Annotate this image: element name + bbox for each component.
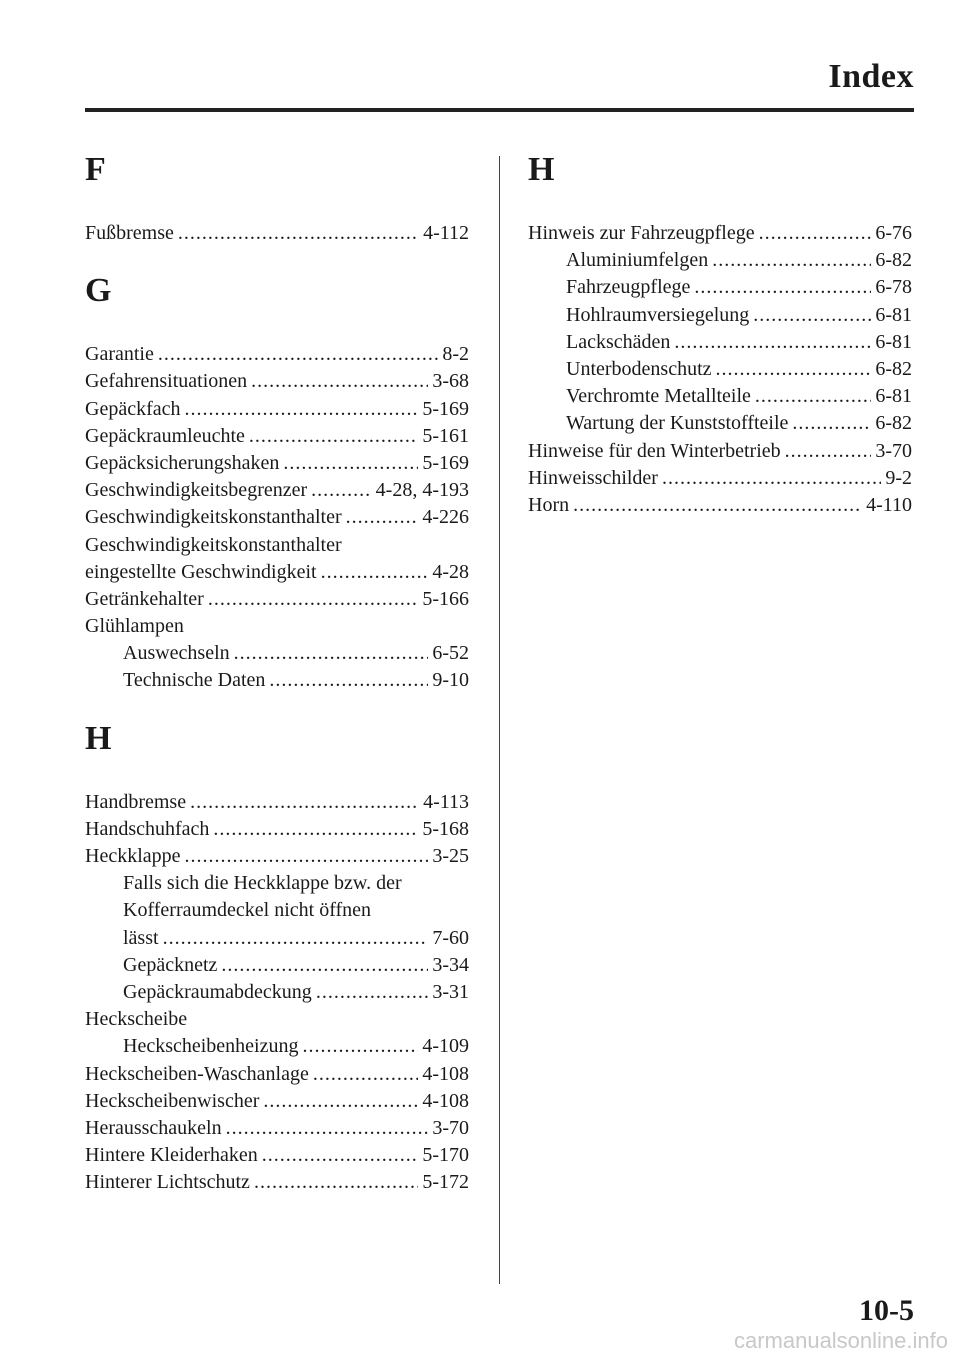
entry-page: 6-52 bbox=[432, 642, 469, 665]
entry-page: 3-70 bbox=[432, 1116, 469, 1139]
entry-page: 9-2 bbox=[885, 466, 912, 489]
entry-text: Heckklappe bbox=[85, 845, 181, 867]
entry-page: 4-112 bbox=[423, 222, 469, 244]
entry-text: Garantie bbox=[85, 343, 154, 366]
index-entry bbox=[85, 532, 469, 559]
entry-text: Technische Daten bbox=[123, 669, 266, 692]
entry-text: Kofferraumdeckel nicht öffnen bbox=[123, 899, 372, 922]
entry-text: Falls sich die Heckklappe bzw. der bbox=[123, 872, 402, 895]
entry-text: eingestellte Geschwindigkeit bbox=[85, 560, 317, 583]
index-entry bbox=[85, 341, 469, 368]
dot-leader bbox=[753, 302, 871, 329]
index-entry bbox=[85, 925, 469, 952]
dot-leader bbox=[759, 220, 872, 247]
index-entry bbox=[85, 979, 469, 1006]
entry-page: 4-28, 4-193 bbox=[375, 479, 469, 502]
dot-leader bbox=[263, 1088, 418, 1115]
index-entry bbox=[85, 640, 469, 667]
section-letter: F bbox=[85, 151, 106, 188]
dot-leader bbox=[316, 979, 429, 1006]
entry-page: 5-169 bbox=[422, 451, 469, 474]
entry-text: Gepäckraumleuchte bbox=[85, 424, 245, 447]
right-column bbox=[528, 150, 912, 519]
index-entry bbox=[85, 870, 469, 897]
index-entry bbox=[85, 1033, 469, 1060]
index-entry bbox=[528, 329, 912, 356]
column-divider bbox=[499, 156, 500, 1284]
index-entry bbox=[528, 302, 912, 329]
dot-leader bbox=[755, 383, 871, 410]
dot-leader bbox=[302, 1033, 418, 1060]
index-entry bbox=[528, 220, 912, 247]
index-entry bbox=[85, 843, 469, 870]
entry-page: 4-109 bbox=[422, 1035, 469, 1058]
dot-leader bbox=[185, 396, 419, 423]
index-entry bbox=[85, 477, 469, 504]
entry-text: Geschwindigkeitsbegrenzer bbox=[85, 479, 308, 502]
entry-page: 3-34 bbox=[432, 953, 469, 976]
entry-text: Unterbodenschutz bbox=[566, 357, 712, 380]
entry-text: Wartung der Kunststoffteile bbox=[566, 412, 789, 435]
index-entry bbox=[528, 356, 912, 383]
index-entry bbox=[528, 465, 912, 492]
section-letter: G bbox=[85, 272, 112, 310]
entry-text: Fußbremse bbox=[85, 222, 174, 244]
index-entry bbox=[85, 450, 469, 477]
entry-text: Geschwindigkeitskonstanthalter bbox=[85, 533, 342, 556]
entry-page: 7-60 bbox=[432, 926, 469, 949]
dot-leader bbox=[178, 220, 419, 247]
dot-leader bbox=[712, 247, 871, 274]
entry-page: 5-169 bbox=[422, 397, 469, 420]
entry-text: Heckscheiben-Waschanlage bbox=[85, 1062, 309, 1085]
entry-text: lässt bbox=[123, 926, 159, 949]
entry-text: Handschuhfach bbox=[85, 817, 210, 840]
entry-page: 5-161 bbox=[422, 424, 469, 447]
entry-text: Verchromte Metallteile bbox=[566, 385, 751, 408]
entry-page: 4-113 bbox=[423, 790, 469, 813]
dot-leader bbox=[269, 667, 428, 694]
entry-page: 3-31 bbox=[432, 980, 469, 1003]
entry-page: 3-68 bbox=[432, 370, 469, 393]
entry-text: Fahrzeugpflege bbox=[566, 276, 691, 299]
entry-page: 6-81 bbox=[875, 385, 912, 408]
entry-text: Hintere Kleiderhaken bbox=[85, 1144, 258, 1167]
dot-leader bbox=[321, 559, 429, 586]
entry-page: 5-166 bbox=[422, 587, 469, 610]
entry-text: Herausschaukeln bbox=[85, 1116, 222, 1139]
dot-leader bbox=[226, 1115, 429, 1142]
index-entry bbox=[85, 613, 469, 640]
index-entry bbox=[85, 423, 469, 450]
entry-page: 5-170 bbox=[422, 1144, 469, 1167]
dot-leader bbox=[346, 504, 419, 531]
entry-page: 8-2 bbox=[442, 343, 469, 366]
watermark: carmanualsonline.info bbox=[733, 1328, 948, 1353]
entry-page: 9-10 bbox=[432, 669, 469, 692]
dot-leader bbox=[262, 1142, 419, 1169]
index-entry bbox=[85, 220, 469, 247]
page-number: 10-5 bbox=[859, 1294, 914, 1327]
index-entry bbox=[85, 952, 469, 979]
entry-text: Glühlampen bbox=[85, 615, 184, 638]
index-entry bbox=[85, 1169, 469, 1196]
entry-page: 6-81 bbox=[875, 330, 912, 353]
index-entry bbox=[85, 1142, 469, 1169]
dot-leader bbox=[234, 640, 429, 667]
entry-text: Gepäcksicherungshaken bbox=[85, 451, 280, 474]
dot-leader bbox=[792, 410, 871, 437]
index-entry bbox=[528, 274, 912, 301]
entry-page: 4-226 bbox=[422, 506, 469, 529]
section-letter: H bbox=[528, 151, 555, 188]
dot-leader bbox=[716, 356, 872, 383]
entry-text: Heckscheibenwischer bbox=[85, 1089, 260, 1112]
entry-page: 4-28 bbox=[432, 560, 469, 583]
entry-page: 5-172 bbox=[422, 1171, 469, 1194]
entry-page: 4-108 bbox=[422, 1089, 469, 1112]
entry-page: 3-70 bbox=[875, 439, 912, 462]
entry-text: Getränkehalter bbox=[85, 587, 204, 610]
index-entry bbox=[85, 1006, 469, 1033]
index-entry bbox=[528, 438, 912, 465]
index-entry bbox=[85, 667, 469, 694]
dot-leader bbox=[185, 843, 429, 870]
index-entry bbox=[85, 559, 469, 586]
index-entry bbox=[85, 1088, 469, 1115]
entry-text: Hinweisschilder bbox=[528, 466, 658, 489]
entry-text: Hinterer Lichtschutz bbox=[85, 1171, 250, 1194]
header-rule bbox=[85, 108, 914, 112]
entry-page: 6-82 bbox=[875, 249, 912, 272]
entry-text: Auswechseln bbox=[123, 642, 230, 665]
index-entry bbox=[528, 410, 912, 437]
dot-leader bbox=[213, 816, 418, 843]
dot-leader bbox=[249, 423, 418, 450]
left-column bbox=[85, 150, 469, 1196]
index-entry bbox=[85, 368, 469, 395]
entry-text: Hinweis zur Fahrzeugpflege bbox=[528, 222, 755, 244]
dot-leader bbox=[163, 925, 429, 952]
dot-leader bbox=[573, 492, 862, 519]
index-entry bbox=[85, 897, 469, 924]
index-entry bbox=[85, 1061, 469, 1088]
entry-page: 4-110 bbox=[866, 493, 912, 516]
entry-text: Gefahrensituationen bbox=[85, 370, 248, 393]
dot-leader bbox=[694, 274, 871, 301]
dot-leader bbox=[208, 586, 419, 613]
dot-leader bbox=[190, 789, 419, 816]
entry-page: 6-78 bbox=[875, 276, 912, 299]
entry-text: Gepäckfach bbox=[85, 397, 181, 420]
entry-text: Heckscheibenheizung bbox=[123, 1035, 299, 1058]
index-entry bbox=[528, 383, 912, 410]
entry-page: 6-81 bbox=[875, 303, 912, 326]
entry-page: 3-25 bbox=[432, 845, 469, 867]
entry-page: 6-82 bbox=[875, 357, 912, 380]
dot-leader bbox=[662, 465, 881, 492]
index-entry bbox=[85, 396, 469, 423]
entry-text: Lackschäden bbox=[566, 330, 671, 353]
index-entry bbox=[85, 789, 469, 816]
entry-text: Handbremse bbox=[85, 790, 187, 813]
entry-text: Hinweise für den Winterbetrieb bbox=[528, 439, 781, 462]
entry-page: 6-82 bbox=[875, 412, 912, 435]
entry-text: Gepäckraumabdeckung bbox=[123, 980, 312, 1003]
index-entry bbox=[85, 816, 469, 843]
index-entry bbox=[528, 247, 912, 274]
page-title: Index bbox=[828, 58, 914, 95]
dot-leader bbox=[221, 952, 428, 979]
dot-leader bbox=[254, 1169, 418, 1196]
entry-text: Horn bbox=[528, 493, 570, 516]
entry-text: Hohlraumversiegelung bbox=[566, 303, 750, 326]
entry-page: 6-76 bbox=[875, 222, 912, 244]
entry-page: 5-168 bbox=[422, 817, 469, 840]
index-entry bbox=[85, 504, 469, 531]
entry-text: Geschwindigkeitskonstanthalter bbox=[85, 506, 342, 529]
dot-leader bbox=[311, 477, 372, 504]
index-entry bbox=[85, 586, 469, 613]
section-letter: H bbox=[85, 719, 112, 757]
dot-leader bbox=[785, 438, 872, 465]
entry-text: Aluminiumfelgen bbox=[566, 249, 709, 272]
index-entry bbox=[528, 492, 912, 519]
entry-text: Heckscheibe bbox=[85, 1008, 188, 1031]
dot-leader bbox=[283, 450, 418, 477]
entry-page: 4-108 bbox=[422, 1062, 469, 1085]
index-entry bbox=[85, 1115, 469, 1142]
dot-leader bbox=[313, 1061, 419, 1088]
dot-leader bbox=[251, 368, 428, 395]
dot-leader bbox=[674, 329, 871, 356]
dot-leader bbox=[158, 341, 438, 368]
entry-text: Gepäcknetz bbox=[123, 953, 218, 976]
